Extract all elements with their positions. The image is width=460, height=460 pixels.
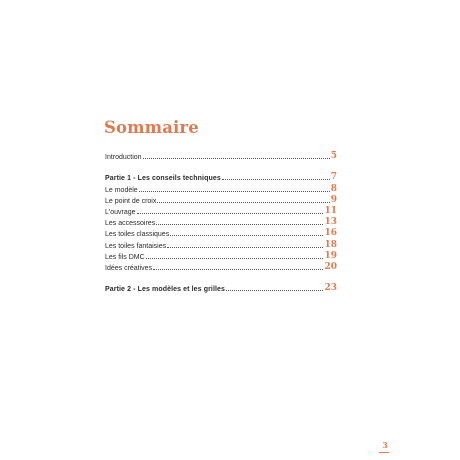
- section-spacer: [105, 272, 337, 282]
- dot-leader: [139, 190, 330, 192]
- dot-leader: [156, 223, 323, 225]
- dot-leader: [167, 246, 323, 248]
- dot-leader: [146, 257, 324, 259]
- toc-entry-page: 9: [330, 194, 337, 205]
- toc-entry-les-toiles-classiques: [105, 227, 337, 238]
- toc-entry-label: Le modèle: [105, 186, 138, 194]
- toc-entry-idees-creatives: [105, 261, 337, 272]
- toc-entry-page: 18: [324, 239, 337, 250]
- toc-entry-label: Les toiles fantaisies: [105, 242, 167, 250]
- page-number-underline: [379, 452, 389, 453]
- page-title: Sommaire: [104, 118, 199, 137]
- toc-entry-page: 13: [324, 217, 337, 228]
- dot-leader: [153, 268, 323, 270]
- toc-entry-partie-2: [105, 282, 337, 293]
- toc-entry-page: 20: [324, 261, 337, 272]
- toc-entry-page: 8: [330, 183, 337, 194]
- toc-entry-label: Les toiles classiques: [105, 231, 170, 239]
- dot-leader: [157, 201, 329, 203]
- toc-entry-les-toiles-fantaisies: [105, 238, 337, 249]
- toc-entry-label: Le point de croix: [105, 197, 157, 205]
- section-spacer: [105, 161, 337, 171]
- toc-entry-label: L'ouvrage: [105, 208, 136, 216]
- page-number: 3: [382, 440, 388, 450]
- toc-entry-l-ouvrage: [105, 205, 337, 216]
- dot-leader: [143, 157, 330, 159]
- toc-entry-label: Partie 1 - Les conseils techniques: [105, 175, 221, 183]
- dot-leader: [222, 178, 330, 180]
- toc-entry-le-modele: [105, 182, 337, 193]
- dot-leader: [137, 212, 324, 214]
- dot-leader: [170, 234, 323, 236]
- toc-entry-introduction: [105, 150, 337, 161]
- toc-entry-label: Les accessoires: [105, 220, 156, 228]
- toc-entry-partie-1: [105, 171, 337, 182]
- toc-entry-page: 5: [330, 151, 337, 162]
- toc-entry-page: 7: [330, 172, 337, 183]
- toc-entry-label: Les fils DMC: [105, 253, 145, 261]
- toc-entry-page: 23: [324, 283, 337, 294]
- toc-entry-label: Partie 2 - Les modèles et les grilles: [105, 286, 226, 294]
- toc-entry-page: 16: [324, 228, 337, 239]
- toc-entry-les-fils-dmc: [105, 250, 337, 261]
- toc-entry-page: 11: [324, 205, 337, 216]
- toc-entry-label: Idées créatives: [105, 264, 153, 272]
- table-of-contents: [105, 150, 337, 293]
- toc-entry-le-point-de-croix: [105, 194, 337, 205]
- toc-entry-label: Introduction: [105, 154, 142, 162]
- dot-leader: [226, 289, 323, 291]
- toc-entry-les-accessoires: [105, 216, 337, 227]
- toc-entry-page: 19: [324, 250, 337, 261]
